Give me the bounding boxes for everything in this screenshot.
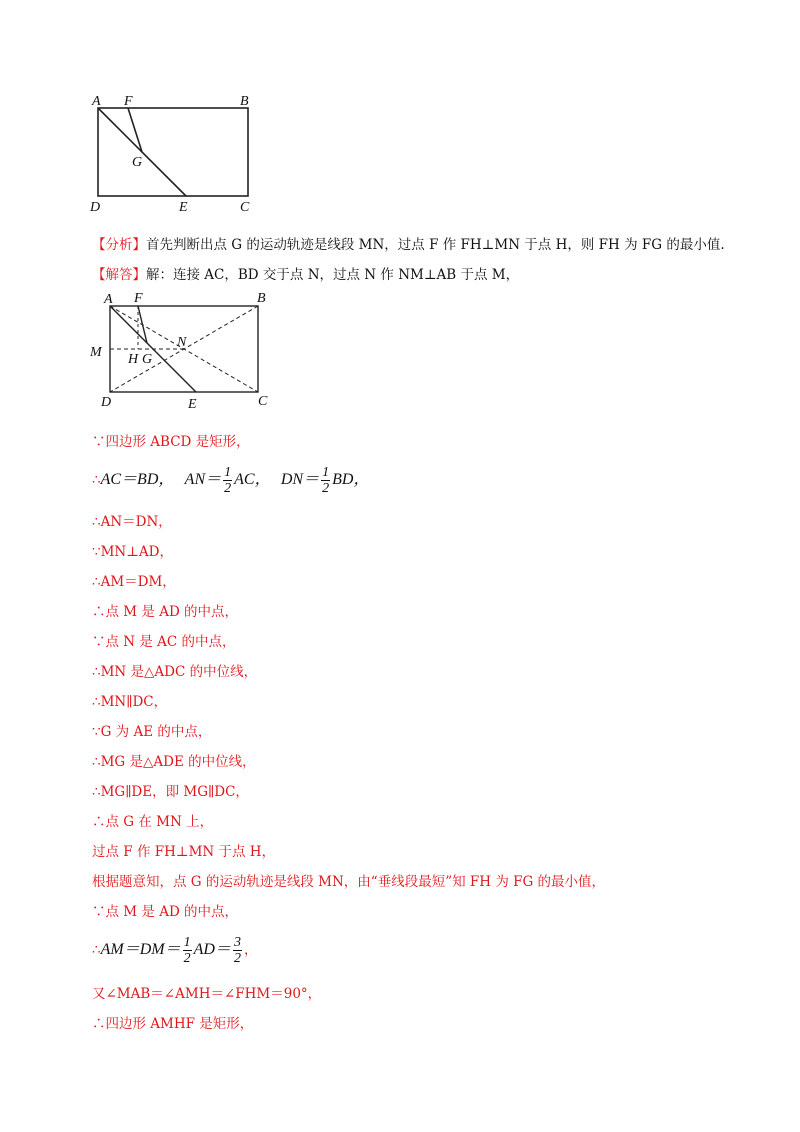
formula1-part3-right: BD， [332, 471, 370, 488]
step-3: ∵MN⊥AD， [92, 544, 173, 560]
label-h: H [128, 352, 139, 367]
label-f: F [124, 94, 133, 109]
label-g: G [142, 352, 153, 367]
label-a: A [92, 94, 101, 109]
formula1-therefore: ∴ [92, 472, 101, 488]
fraction-one-half-b [321, 465, 330, 496]
formula2-mid: AD＝ [193, 941, 231, 958]
analysis-text: 首先判断出点 G 的运动轨迹是线段 MN，过点 F 作 FH⊥MN 于点 H，则 FH 为 FG 的最小值. [146, 237, 725, 253]
step-1: ∵四边形 ABCD 是矩形， [92, 434, 250, 450]
label-c: C [258, 394, 268, 409]
step-7: ∴MN 是△ADC 的中位线， [92, 664, 258, 680]
label-d: D [101, 395, 112, 410]
formula2-end: ， [243, 942, 258, 958]
fraction-one-half [183, 935, 192, 966]
step-11: ∴MG∥DE，即 MG∥DC， [92, 784, 249, 800]
label-d: D [90, 200, 101, 215]
step-14: 根据题意知，点 G 的运动轨迹是线段 MN，由“垂线段最短”知 FH 为 FG 的最小值， [92, 874, 606, 890]
fraction-numerator: 1 [224, 465, 232, 480]
step-17: ∴四边形 AMHF 是矩形， [92, 1016, 254, 1032]
formula1-part2-right: AC， [234, 471, 271, 488]
fraction-numerator: 1 [322, 465, 330, 480]
label-n: N [177, 335, 187, 350]
fraction-numerator: 3 [233, 935, 241, 950]
fraction-denominator: 2 [322, 481, 330, 496]
label-e: E [188, 397, 197, 412]
fraction-denominator: 2 [233, 951, 241, 966]
fraction-denominator: 2 [224, 481, 232, 496]
step-2: ∴AN＝DN， [92, 514, 172, 530]
figure-solution-diagram [86, 288, 276, 413]
solution-intro-line [92, 266, 519, 284]
step-5: ∴点 M 是 AD 的中点， [92, 604, 239, 620]
step-16: 又∠MAB＝∠AMH＝∠FHM＝90°， [92, 986, 322, 1002]
analysis-line [92, 236, 725, 254]
fraction-three-halves [233, 935, 242, 966]
formula-line-1 [92, 462, 369, 498]
label-a: A [104, 292, 113, 307]
fraction-denominator: 2 [183, 951, 191, 966]
step-15: ∵点 M 是 AD 的中点， [92, 904, 239, 920]
step-12: ∴点 G 在 MN 上， [92, 814, 214, 830]
label-b: B [240, 94, 249, 109]
step-4: ∴AM＝DM， [92, 574, 176, 590]
fraction-numerator: 1 [183, 935, 191, 950]
solution-bracket: 【解答】 [92, 267, 146, 283]
label-f: F [134, 291, 143, 306]
formula2-therefore: ∴ [92, 942, 101, 958]
step-13: 过点 F 作 FH⊥MN 于点 H， [92, 844, 276, 860]
label-g: G [132, 155, 143, 170]
solution-intro-text: 解：连接 AC，BD 交于点 N，过点 N 作 NM⊥AB 于点 M， [146, 267, 520, 283]
figure-rectangle-abcd [86, 90, 266, 220]
step-6: ∵点 N 是 AC 的中点， [92, 634, 236, 650]
step-10: ∴MG 是△ADE 的中位线， [92, 754, 256, 770]
label-m: M [90, 345, 102, 360]
label-c: C [240, 200, 250, 215]
label-b: B [257, 291, 266, 306]
analysis-bracket: 【分析】 [92, 237, 146, 253]
formula1-part2-left: AN＝ [184, 471, 222, 488]
formula1-part1: AC＝BD， [100, 471, 175, 488]
formula-line-2 [92, 932, 257, 968]
label-e: E [179, 200, 188, 215]
step-9: ∵G 为 AE 的中点， [92, 724, 212, 740]
formula2-left: AM＝DM＝ [100, 941, 181, 958]
formula1-part3-left: DN＝ [280, 471, 320, 488]
fraction-one-half-a [223, 465, 232, 496]
step-8: ∴MN∥DC， [92, 694, 168, 710]
segment-fg [138, 306, 147, 343]
